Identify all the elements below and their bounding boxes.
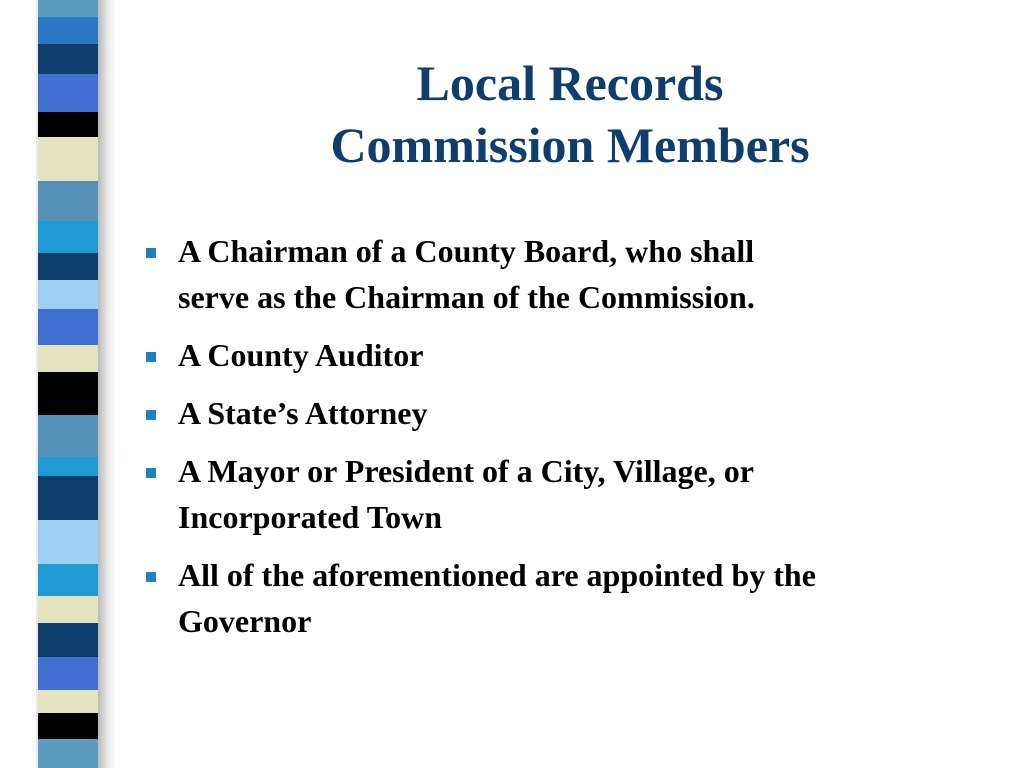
ribbon-band	[38, 112, 98, 137]
ribbon-band	[38, 476, 98, 520]
ribbon-band	[38, 657, 98, 689]
ribbon-band	[38, 44, 98, 74]
ribbon-band	[38, 372, 98, 416]
slide-title-line: Commission Members	[330, 117, 810, 173]
ribbon-band	[38, 253, 98, 280]
ribbon-band	[38, 17, 98, 44]
square-bullet-icon	[146, 468, 156, 478]
bullet-item	[140, 448, 1000, 540]
bullet-item	[140, 228, 1000, 320]
bullet-list	[140, 228, 1000, 656]
ribbon-band	[38, 564, 98, 596]
bullet-text	[178, 552, 816, 644]
slide-title-line: Local Records	[416, 55, 724, 111]
ribbon-shadow	[98, 0, 116, 768]
bullet-line: A State’s Attorney	[178, 395, 428, 431]
ribbon-band	[38, 74, 98, 112]
bullet-line: serve as the Chairman of the Commission.	[178, 279, 755, 315]
ribbon-band	[38, 520, 98, 564]
bullet-line: A Chairman of a County Board, who shall	[178, 233, 755, 269]
slide-title	[250, 52, 890, 176]
square-bullet-icon	[146, 410, 156, 420]
bullet-line: A County Auditor	[178, 337, 424, 373]
bullet-item	[140, 552, 1000, 644]
bullet-line: Incorporated Town	[178, 499, 443, 535]
ribbon-band	[38, 280, 98, 309]
ribbon-band	[38, 739, 98, 768]
ribbon-band	[38, 221, 98, 253]
ribbon-band	[38, 345, 98, 372]
square-bullet-icon	[146, 248, 156, 258]
ribbon-band	[38, 457, 98, 476]
ribbon-band	[38, 596, 98, 623]
bullet-item	[140, 332, 1000, 378]
bullet-line: A Mayor or President of a City, Village, or	[178, 453, 754, 489]
ribbon-band	[38, 415, 98, 457]
bullet-line: All of the aforementioned are appointed by the	[178, 557, 816, 593]
ribbon-band	[38, 0, 98, 17]
ribbon-band	[38, 713, 98, 740]
bullet-text	[178, 448, 754, 540]
square-bullet-icon	[146, 572, 156, 582]
ribbon-band	[38, 623, 98, 657]
ribbon-band	[38, 309, 98, 345]
ribbon-band	[38, 137, 98, 181]
square-bullet-icon	[146, 352, 156, 362]
bullet-item	[140, 390, 1000, 436]
bullet-text	[178, 228, 755, 320]
decorative-striped-ribbon	[38, 0, 98, 768]
bullet-text	[178, 390, 427, 436]
bullet-text	[178, 332, 423, 378]
ribbon-band	[38, 690, 98, 713]
ribbon-band	[38, 181, 98, 221]
bullet-line: Governor	[178, 603, 312, 639]
